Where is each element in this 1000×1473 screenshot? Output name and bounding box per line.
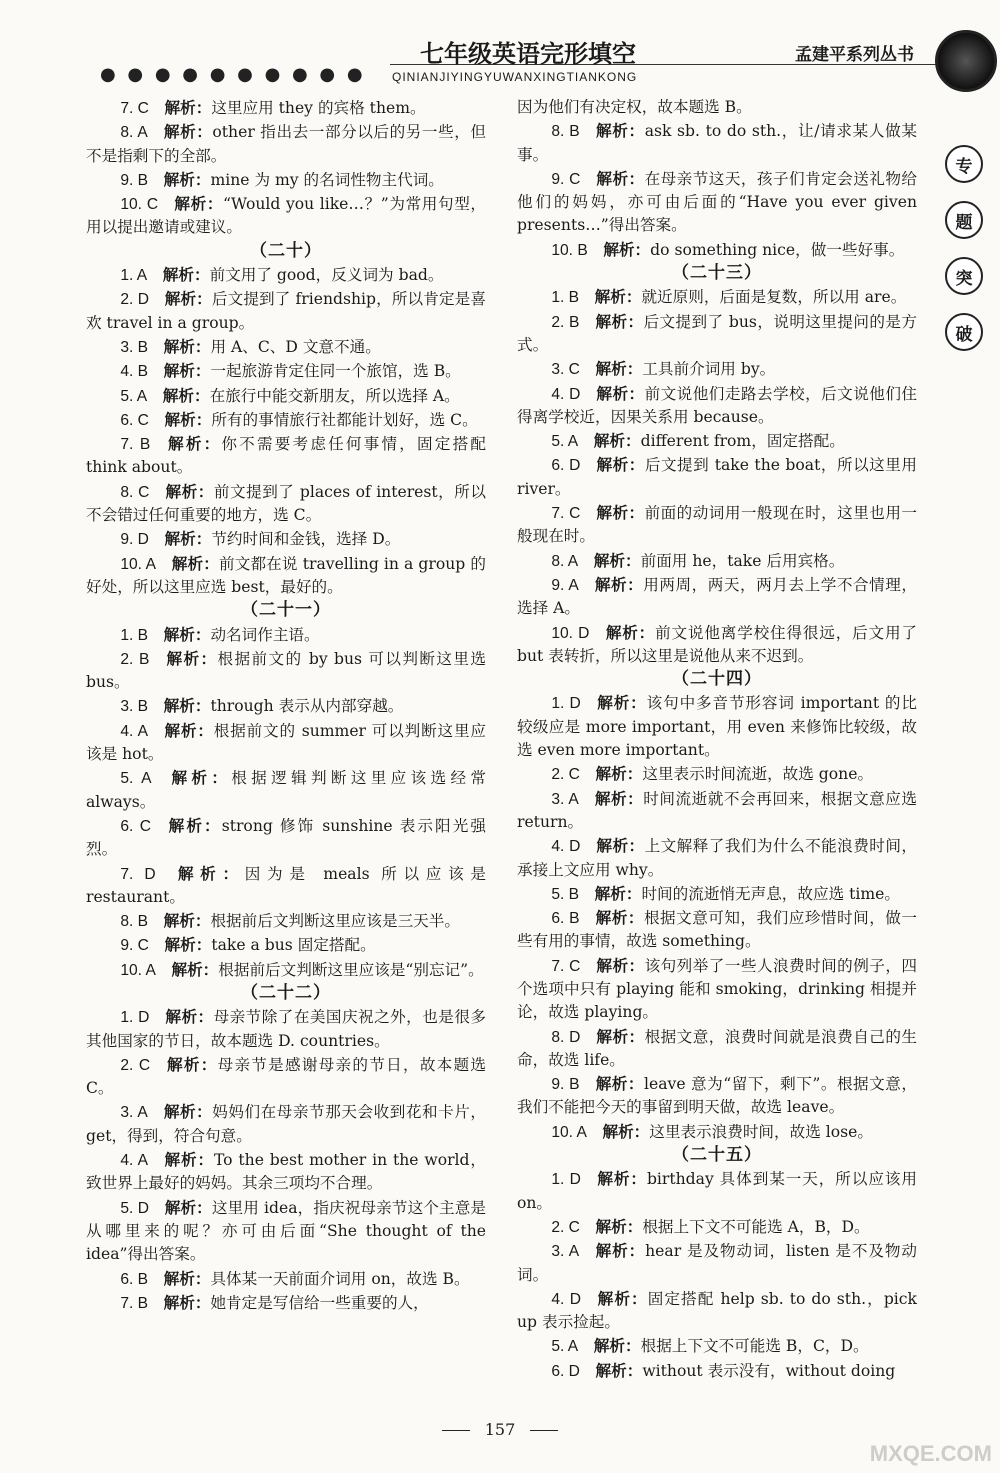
analysis-label: 解析：	[163, 1292, 211, 1312]
analysis-label: 解析：	[594, 883, 642, 903]
analysis-text: without 表示没有，without doing	[642, 1361, 896, 1380]
analysis-label: 解析：	[164, 1197, 212, 1217]
book-title-pinyin: QINIANJIYINGYUWANXINGTIANKONG	[392, 70, 638, 84]
answer-item	[86, 96, 486, 120]
analysis-label: 解析：	[163, 1268, 211, 1288]
side-tab: 破	[945, 313, 983, 351]
answer-number: 2. C	[551, 1218, 580, 1236]
series-emblem-icon	[935, 30, 997, 92]
analysis-label: 解析：	[163, 361, 211, 381]
answer-number: 1. B	[120, 626, 149, 644]
book-title: 七年级英语完形填空	[420, 39, 636, 68]
analysis-label: 解析：	[166, 815, 222, 835]
answer-item	[86, 719, 486, 767]
analysis-label: 解析：	[595, 121, 645, 141]
answer-item	[86, 1005, 486, 1053]
analysis-text: 前文提到了 places of interest，所以不会错过任何重要的地方，选 C。	[86, 482, 486, 525]
answer-number: 1. D	[551, 695, 581, 713]
answer-number: 5. A	[551, 1338, 579, 1356]
answer-number: 3. B	[120, 338, 149, 356]
answer-item	[86, 168, 486, 192]
analysis-text: mine 为 my 的名词性物主代词。	[210, 170, 444, 189]
analysis-label: 解析：	[163, 720, 214, 740]
answer-number: 8. B	[551, 123, 580, 141]
answer-item	[517, 1025, 917, 1073]
answer-number: 1. D	[551, 1171, 581, 1189]
analysis-label: 解析：	[596, 693, 647, 713]
analysis-label: 解析：	[165, 434, 222, 454]
answer-number: 8. A	[551, 552, 579, 570]
analysis-label: 解析：	[596, 1169, 647, 1189]
analysis-label: 解析：	[163, 696, 211, 716]
analysis-label: 解析：	[165, 481, 214, 501]
answer-item	[86, 958, 486, 982]
decorative-dots: ● ● ● ● ● ● ● ● ● ●	[100, 64, 366, 85]
analysis-text: 根据前文的 summer 可以判断这里应该是 hot。	[86, 721, 486, 764]
analysis-label: 解析：	[595, 503, 645, 523]
analysis-text: 母亲节除了在美国庆祝之外，也是很多其他国家的节日，故本题选 D. countries。	[86, 1008, 486, 1050]
analysis-label: 解析：	[593, 1336, 641, 1356]
analysis-text: 前面的动词用一般现在时，这里也用一般现在时。	[517, 504, 917, 546]
analysis-label: 解析：	[164, 409, 212, 429]
answer-item	[517, 119, 917, 167]
analysis-label: 解析：	[594, 287, 642, 307]
answer-number: 7. C	[551, 505, 581, 523]
analysis-text: 该句列举了一些人浪费时间的例子，四个选项中只有 playing 能和 smoking，drinking 相提并论，故选 playing。	[517, 956, 917, 1022]
analysis-label: 解析：	[162, 265, 210, 285]
analysis-text: To the best mother in the world，致世界上最好的妈妈。其余三项均不合理。	[86, 1151, 486, 1193]
analysis-label: 解析：	[595, 1216, 643, 1236]
analysis-text: other 指出去一部分以后的另一些，但不是指剩下的全部。	[86, 123, 486, 165]
analysis-label: 解析：	[595, 908, 644, 928]
answer-item	[517, 882, 917, 906]
answer-item	[86, 335, 486, 359]
analysis-label: 解析：	[595, 955, 645, 975]
analysis-text: 时间的流逝悄无声息，故应选 time。	[641, 884, 900, 903]
analysis-label: 解析：	[595, 764, 643, 784]
answer-item	[86, 814, 486, 862]
answer-item	[517, 1120, 917, 1144]
analysis-label: 解析：	[595, 836, 645, 856]
page-number: 157	[484, 1420, 516, 1439]
analysis-text: hear 是及物动词，listen 是不及物动词。	[517, 1242, 917, 1284]
analysis-text: 该句中多音节形容词 important 的比较级应是 more important，用 even 来修饰比较级，故选 even more important。	[517, 694, 917, 760]
answer-item	[86, 1196, 486, 1267]
answer-number: 2. B	[120, 650, 150, 668]
analysis-text: 前文用了 good，反义词为 bad。	[209, 266, 444, 285]
analysis-text: 前文说他离学校住得很远，后文用了 but 表转折，所以这里是说他从来不迟到。	[517, 623, 917, 665]
analysis-label: 解析：	[602, 1121, 650, 1141]
answer-item	[517, 310, 917, 358]
answer-item	[517, 501, 917, 549]
answer-item	[86, 408, 486, 432]
analysis-text: 就近原则，后面是复数，所以用 are。	[641, 288, 907, 307]
answer-item	[86, 647, 486, 695]
analysis-text: 后文提到了 friendship，所以肯定是喜欢 travel in a group。	[86, 290, 486, 332]
analysis-label: 解析：	[595, 383, 645, 403]
analysis-label: 解析：	[167, 768, 232, 788]
answer-number: 9. B	[120, 171, 149, 189]
analysis-label: 解析：	[171, 553, 219, 573]
analysis-text: do something nice，做一些好事。	[650, 240, 905, 259]
answer-item	[86, 862, 486, 910]
analysis-text: 上文解释了我们为什么不能浪费时间，承接上文应用 why。	[517, 837, 917, 879]
answer-number: 2. B	[551, 313, 580, 331]
analysis-text: 用 A、C、D 文意不通。	[210, 337, 381, 356]
analysis-text: 所有的事情旅行社都能计划好，选 C。	[211, 410, 478, 429]
answer-item	[517, 382, 917, 430]
analysis-label: 解析：	[603, 239, 651, 259]
section-heading: （二十四）	[672, 669, 762, 690]
answer-item	[86, 1267, 486, 1291]
answer-number: 5. A	[551, 433, 579, 451]
answer-item	[86, 527, 486, 551]
analysis-text: 这里表示时间流逝，故选 gone。	[642, 765, 874, 784]
answer-item	[86, 384, 486, 408]
analysis-label: 解析：	[162, 385, 210, 405]
side-tab: 题	[945, 201, 983, 239]
footer-dash	[442, 1430, 470, 1431]
answer-number: 2. C	[120, 1056, 151, 1074]
answer-number: 3. A	[551, 1243, 580, 1261]
answer-number: 9. C	[551, 170, 581, 188]
answer-number: 3. B	[120, 698, 149, 716]
answer-item	[517, 573, 917, 621]
answer-number: 7. C	[120, 100, 149, 117]
analysis-label: 解析：	[163, 169, 211, 189]
analysis-label: 解析：	[596, 455, 645, 475]
analysis-label: 解析：	[594, 574, 644, 594]
answer-item	[86, 359, 486, 383]
answer-number: 3. A	[120, 1104, 148, 1122]
side-tabs	[945, 145, 985, 369]
answer-item	[517, 453, 917, 501]
answer-number: 10. A	[120, 555, 157, 573]
analysis-label: 解析：	[173, 194, 224, 214]
answer-item	[517, 1167, 917, 1215]
answer-number: 2. C	[551, 766, 580, 784]
analysis-label: 解析：	[593, 550, 641, 570]
analysis-label: 解析：	[163, 1150, 214, 1170]
answer-number: 9. A	[551, 576, 579, 594]
page-footer	[0, 1420, 1000, 1439]
answer-number: 7. D	[120, 865, 156, 883]
series-name: 孟建平系列丛书	[795, 45, 914, 65]
answer-number: 10. C	[120, 196, 159, 214]
answer-item	[86, 933, 486, 957]
answer-number: 5. D	[120, 1199, 150, 1217]
analysis-text: 根据前后文判断这里应该是“别忘记”。	[218, 960, 484, 979]
analysis-text: 前文都在说 travelling in a group 的好处，所以这里应选 best，最好的。	[86, 554, 486, 596]
analysis-text: take a bus 固定搭配。	[211, 936, 376, 955]
answer-number: 9. B	[551, 1076, 580, 1094]
answer-item	[517, 1239, 917, 1287]
answer-item	[86, 287, 486, 335]
answer-item	[517, 621, 917, 669]
analysis-label: 解析：	[593, 431, 641, 451]
answer-item	[86, 1291, 486, 1315]
answer-number: 3. C	[551, 361, 580, 379]
section-heading: （二十一）	[241, 600, 331, 621]
answer-item	[86, 1053, 486, 1101]
analysis-label: 解析：	[605, 622, 656, 642]
answer-number: 10. A	[551, 1123, 587, 1141]
page-header	[0, 0, 1000, 95]
answer-item	[86, 263, 486, 287]
answer-number: 10. A	[120, 961, 156, 979]
answer-number: 10. D	[551, 624, 590, 642]
answer-item	[86, 694, 486, 718]
answer-number: 5. A	[120, 770, 152, 788]
analysis-label: 解析：	[596, 1288, 648, 1308]
answer-item	[517, 954, 917, 1025]
answer-number: 8. D	[551, 1028, 581, 1046]
analysis-text: through 表示从内部穿越。	[210, 697, 404, 716]
answer-number: 4. A	[120, 722, 149, 740]
answer-item	[86, 432, 486, 480]
answer-number: 8. C	[120, 483, 150, 501]
analysis-text: 根据上下文不可能选 A，B，D。	[642, 1217, 870, 1236]
answer-number: 4. A	[120, 1152, 149, 1170]
analysis-text: ask sb. to do sth.，让/请求某人做某事。	[517, 122, 917, 164]
answer-number: 4. D	[551, 1290, 581, 1308]
answer-number: 6. C	[120, 817, 151, 835]
analysis-text: 因为是 meals 所以应该是 restaurant。	[86, 864, 486, 906]
analysis-text: 根据逻辑判断这里应该选经常 always。	[86, 769, 486, 811]
side-tab: 突	[945, 257, 983, 295]
analysis-text: 她肯定是写信给一些重要的人，	[210, 1293, 429, 1312]
analysis-label: 解析：	[594, 788, 644, 808]
answer-number: 10. B	[551, 241, 588, 259]
answer-number: 6. D	[551, 1362, 580, 1380]
analysis-label: 解析：	[164, 529, 212, 549]
answer-number: 4. B	[120, 363, 149, 381]
analysis-text: 妈妈们在母亲节那天会收到花和卡片，get，得到，符合句意。	[86, 1103, 486, 1145]
analysis-text: 后文提到 take the boat，所以这里用 river。	[517, 456, 917, 498]
analysis-label: 解析：	[163, 122, 213, 142]
answer-number: 4. D	[551, 838, 581, 856]
analysis-label: 解析：	[164, 935, 212, 955]
analysis-text: 在旅行中能交新朋友，所以选择 A。	[209, 386, 460, 405]
analysis-text: different from，固定搭配。	[640, 432, 845, 451]
answer-number: 5. B	[551, 885, 580, 903]
analysis-text: 动名词作主语。	[210, 625, 320, 644]
answer-number: 1. A	[120, 267, 148, 285]
analysis-label: 解析：	[164, 98, 212, 117]
answer-number: 8. A	[120, 124, 148, 142]
analysis-text: 一起旅游肯定住同一个旅馆，选 B。	[210, 362, 461, 381]
analysis-text: 前面用 he，take 后用宾格。	[640, 551, 845, 570]
answer-item	[517, 429, 917, 453]
analysis-text: 具体某一天前面介词用 on，故选 B。	[210, 1269, 470, 1288]
answer-item	[86, 1148, 486, 1196]
answer-item	[517, 906, 917, 954]
analysis-text: 根据前文的 by bus 可以判断这里选 bus。	[86, 649, 486, 692]
section-heading: （二十五）	[672, 1145, 762, 1166]
answer-number: 6. C	[120, 411, 149, 429]
analysis-text: 母亲节是感谢母亲的节日，故本题选 C。	[86, 1055, 486, 1098]
analysis-text: 工具前介词用 by。	[642, 360, 776, 379]
analysis-text: 根据前后文判断这里应该是三天半。	[210, 912, 460, 931]
analysis-text: 用两周，两天，两月去上学不合情理，选择 A。	[517, 575, 917, 618]
analysis-label: 解析：	[164, 1007, 214, 1027]
section-heading: （二十二）	[241, 982, 331, 1003]
answer-item	[86, 1100, 486, 1148]
analysis-text: 这里应用 they 的宾格 them。	[211, 99, 426, 117]
answer-item	[517, 549, 917, 573]
answer-number: 1. D	[120, 1009, 150, 1027]
analysis-text: leave 意为“留下，剩下”。根据文意，我们不能把今天的事留到明天做，故选 leave。	[517, 1075, 917, 1117]
analysis-text: 你不需要考虑任何事情，固定搭配 think about。	[86, 435, 486, 477]
answer-number: 1. B	[551, 289, 580, 307]
footer-dash	[530, 1430, 558, 1431]
analysis-label: 解析：	[171, 959, 219, 979]
answer-item	[517, 167, 917, 238]
analysis-text: 这里用 idea，指庆祝母亲节这个主意是从哪里来的呢？亦可由后面“She thought of the idea”得出答案。	[86, 1198, 486, 1264]
answer-number: 2. D	[120, 291, 150, 309]
right-column	[517, 96, 917, 1383]
analysis-label: 解析：	[171, 863, 245, 883]
analysis-text: 前文说他们走路去学校，后文说他们住得离学校近，因果关系用 because。	[517, 384, 917, 426]
analysis-text: 后文提到了 bus，说明这里提问的是方式。	[517, 312, 917, 354]
answer-item	[86, 766, 486, 814]
answer-number: 8. B	[120, 913, 149, 931]
answer-item	[517, 1072, 917, 1120]
analysis-text: strong 修饰 sunshine 表示阳光强烈。	[86, 816, 486, 859]
answer-item	[86, 192, 486, 240]
analysis-text: 根据上下文不可能选 B，C，D。	[640, 1337, 869, 1356]
answer-item	[517, 357, 917, 381]
answer-item	[86, 623, 486, 647]
answer-number: 6. B	[551, 910, 580, 928]
analysis-label: 解析：	[163, 911, 211, 931]
answer-number: 9. D	[120, 531, 149, 549]
section-heading: （二十三）	[672, 263, 762, 284]
answer-number: 6. D	[551, 457, 581, 475]
analysis-label: 解析：	[595, 311, 644, 331]
analysis-text: 在母亲节这天，孩子们肯定会送礼物给他们的妈妈，亦可由后面的“Have you ever given presents…”得出答案。	[517, 169, 917, 235]
analysis-label: 解析：	[595, 359, 643, 379]
answer-item	[517, 1334, 917, 1358]
answer-item	[517, 238, 917, 262]
answer-number: 7. B	[120, 1294, 149, 1312]
analysis-label: 解析：	[595, 1074, 645, 1094]
analysis-text: 根据文意可知，我们应珍惜时间，做一些有用的事情，故选 something。	[517, 909, 917, 951]
answer-number: 7. C	[551, 957, 581, 975]
answer-item	[517, 834, 917, 882]
analysis-label: 解析：	[595, 1026, 645, 1046]
analysis-text: birthday 具体到某一天，所以应该用 on。	[517, 1170, 917, 1212]
analysis-text: 固定搭配 help sb. to do sth.，pick up 表示捡起。	[517, 1289, 917, 1332]
answer-item	[517, 1359, 917, 1383]
analysis-text: 时间流逝就不会再回来，根据文意应选 return。	[517, 789, 917, 831]
analysis-label: 解析：	[165, 648, 218, 668]
analysis-label: 解析：	[595, 168, 645, 188]
analysis-label: 解析：	[163, 336, 211, 356]
left-column	[86, 96, 486, 1315]
analysis-text: 节约时间和金钱，选择 D。	[211, 530, 401, 549]
answer-item	[86, 552, 486, 600]
side-tab: 专	[945, 145, 983, 183]
analysis-label: 解析：	[594, 1241, 646, 1261]
answer-number: 6. B	[120, 1270, 149, 1288]
answer-item	[517, 1287, 917, 1335]
analysis-label: 解析：	[165, 1054, 218, 1074]
answer-item	[86, 120, 486, 168]
answer-item	[517, 1215, 917, 1239]
analysis-text: 根据文意，浪费时间就是浪费自己的生命，故选 life。	[517, 1027, 917, 1069]
answer-item	[517, 691, 917, 762]
answer-item	[517, 762, 917, 786]
answer-number: 5. A	[120, 387, 148, 405]
answer-item	[517, 285, 917, 309]
answer-number: 3. A	[551, 790, 579, 808]
section-heading: （二十）	[250, 240, 322, 261]
watermark: MXQE.COM	[869, 1441, 992, 1466]
analysis-label: 解析：	[164, 289, 212, 309]
answer-number: 4. D	[551, 385, 581, 403]
analysis-label: 解析：	[595, 1360, 643, 1380]
analysis-label: 解析：	[163, 1102, 213, 1122]
answer-item	[86, 909, 486, 933]
analysis-label: 解析：	[163, 624, 211, 644]
analysis-text: 这里表示浪费时间，故选 lose。	[649, 1122, 873, 1141]
answer-number: 9. C	[120, 937, 149, 955]
answer-item	[517, 787, 917, 835]
answer-item	[86, 480, 486, 528]
answer-continuation: 因为他们有决定权，故本题选 B。	[517, 98, 752, 116]
answer-number: 7. B	[120, 436, 151, 454]
analysis-text: “Would you like…？”为常用句型，用以提出邀请或建议。	[86, 195, 486, 237]
